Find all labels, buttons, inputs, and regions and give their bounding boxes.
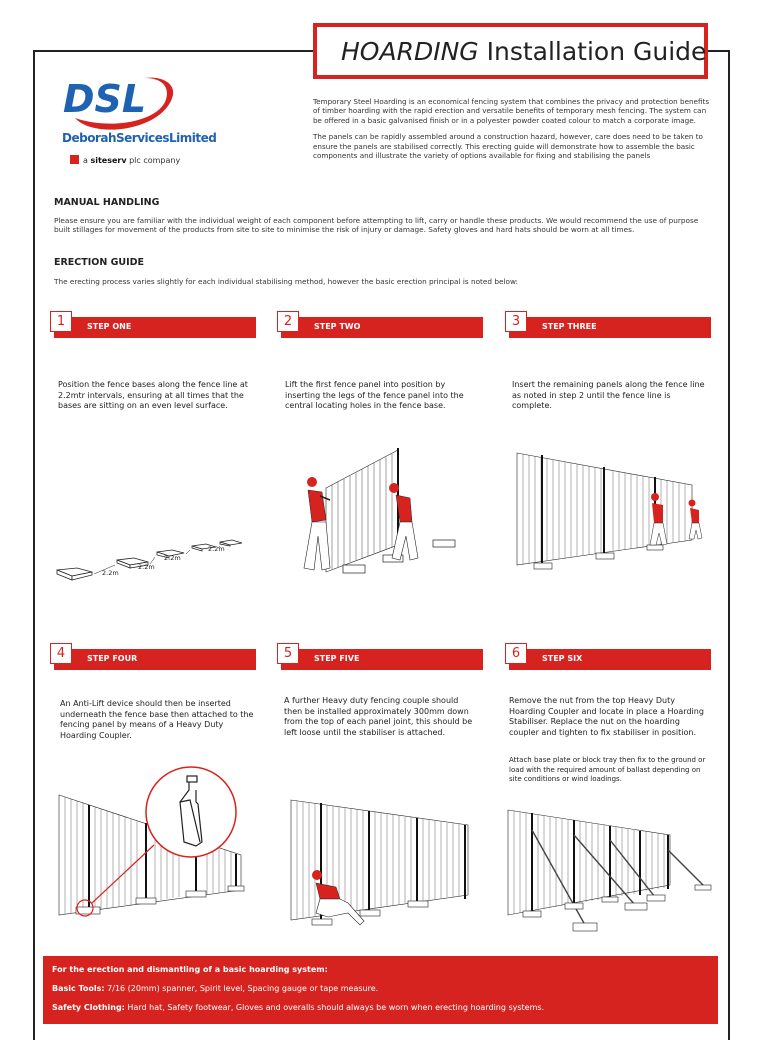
spacing-label: 2.2m: [102, 569, 119, 577]
fence-bases-illustration: [52, 530, 252, 585]
manual-handling-heading: MANUAL HANDLING: [54, 197, 160, 208]
step-4-illustration: [56, 760, 256, 920]
step-label: STEP FOUR: [87, 654, 138, 663]
title-box: [313, 23, 708, 79]
step-1-text: Position the fence bases along the fence line at 2.2mtr intervals, ensuring at all times that the bases are sitting on an even level surface.: [58, 380, 248, 410]
spacing-label: 2.2m: [164, 554, 181, 562]
step-5-illustration: [288, 795, 478, 935]
dsl-logo: [55, 70, 185, 140]
step-4-text: An Anti-Lift device should then be inserted underneath the fence base then attached to the fencing panel by means of a Heavy Duty Hoarding Coupler.: [60, 699, 254, 740]
footer-tools: [52, 984, 378, 993]
erection-guide-text: The erecting process varies slightly for each individual stabilising method, however the basic erection principal is noted below:: [54, 277, 518, 286]
parent-suffix: plc company: [126, 156, 181, 165]
step-label: STEP SIX: [542, 654, 583, 663]
footer-clothing: [52, 1003, 544, 1012]
title-rest: Installation Guide: [478, 37, 707, 66]
step-bar: [54, 317, 256, 338]
step-label: STEP ONE: [87, 322, 132, 331]
intro-paragraph-1: Temporary Steel Hoarding is an economical fencing system that combines the privacy and protection benefits of timber hoarding with the rapid erection and versatile benefits of temporary mesh fencing. The system can be offered in a basic galvanised finish or in a polyester powder coated colour to match a corporate image.: [313, 97, 710, 125]
step-bar: [281, 317, 483, 338]
step-number: 2: [277, 311, 299, 332]
page-title: [341, 37, 706, 66]
intro-text: [313, 97, 711, 167]
spacing-label: 2.2m: [138, 563, 155, 571]
step-3-text: Insert the remaining panels along the fence line as noted in step 2 until the fence line is complete.: [512, 380, 705, 410]
parent-brand: siteserv: [90, 156, 127, 165]
clothing-text: Hard hat, Safety footwear, Gloves and overalls should always be worn when erecting hoarding systems.: [124, 1003, 545, 1012]
step-6-text: Remove the nut from the top Heavy Duty Hoarding Coupler and locate in place a Hoarding Stabiliser. Replace the nut on the hoarding coupler and tighten to fix stabiliser in position.: [509, 696, 704, 737]
step-bar: [509, 317, 711, 338]
tools-label: Basic Tools:: [52, 984, 105, 993]
clothing-label: Safety Clothing:: [52, 1003, 125, 1012]
title-italic: HOARDING: [341, 37, 479, 66]
company-name: DeborahServicesLimited: [62, 131, 217, 145]
step-2-illustration: [298, 440, 463, 580]
step-label: STEP THREE: [542, 322, 597, 331]
step-bar: [54, 649, 256, 670]
step-2-text: Lift the first fence panel into position by inserting the legs of the fence panel into the central locating holes in the fence base.: [285, 380, 464, 410]
siteserv-logo: [70, 155, 79, 164]
parent-prefix: a: [83, 156, 91, 165]
step-number: 4: [50, 643, 72, 664]
step-number: 1: [50, 311, 72, 332]
step-number: 5: [277, 643, 299, 664]
step-label: STEP TWO: [314, 322, 361, 331]
footer-line-1: For the erection and dismantling of a basic hoarding system:: [52, 965, 328, 974]
step-5-text: A further Heavy duty fencing couple should then be installed approximately 300mm down from the top of each panel joint, this should be left loose until the stabiliser is attached.: [284, 696, 473, 737]
manual-handling-text: Please ensure you are familiar with the individual weight of each component before attempting to lift, carry or handle these products. We would recommend the use of purpose built stillages for movement of the products from site to site to minimise the risk of injury or damage. Safety gloves and hard hats should be worn at all times.: [54, 216, 699, 235]
tools-text: 7/16 (20mm) spanner, Spirit level, Spacing gauge or tape measure.: [104, 984, 379, 993]
logo-mark: DSL: [63, 77, 147, 121]
step-number: 6: [505, 643, 527, 664]
step-bar: [281, 649, 483, 670]
erection-guide-heading: ERECTION GUIDE: [54, 257, 145, 268]
step-bar: [509, 649, 711, 670]
step-6-illustration: [505, 805, 715, 940]
spacing-label: 2.2m: [208, 545, 225, 553]
step-6-text-2: Attach base plate or block tray then fix to the ground or load with the required amount of ballast depending on site conditions or wind loadings.: [509, 756, 706, 783]
footer-panel: [43, 956, 718, 1024]
step-3-illustration: [512, 445, 707, 575]
parent-company: [70, 155, 180, 165]
step-number: 3: [505, 311, 527, 332]
intro-paragraph-2: The panels can be rapidly assembled around a construction hazard, however, care does need to be taken to ensure the panels are stabilised correctly. This erecting guide will demonstrate how to assemble the basic components and illustrate the variety of options available for fixing and stabilising the panels: [313, 132, 703, 161]
step-label: STEP FIVE: [314, 654, 360, 663]
